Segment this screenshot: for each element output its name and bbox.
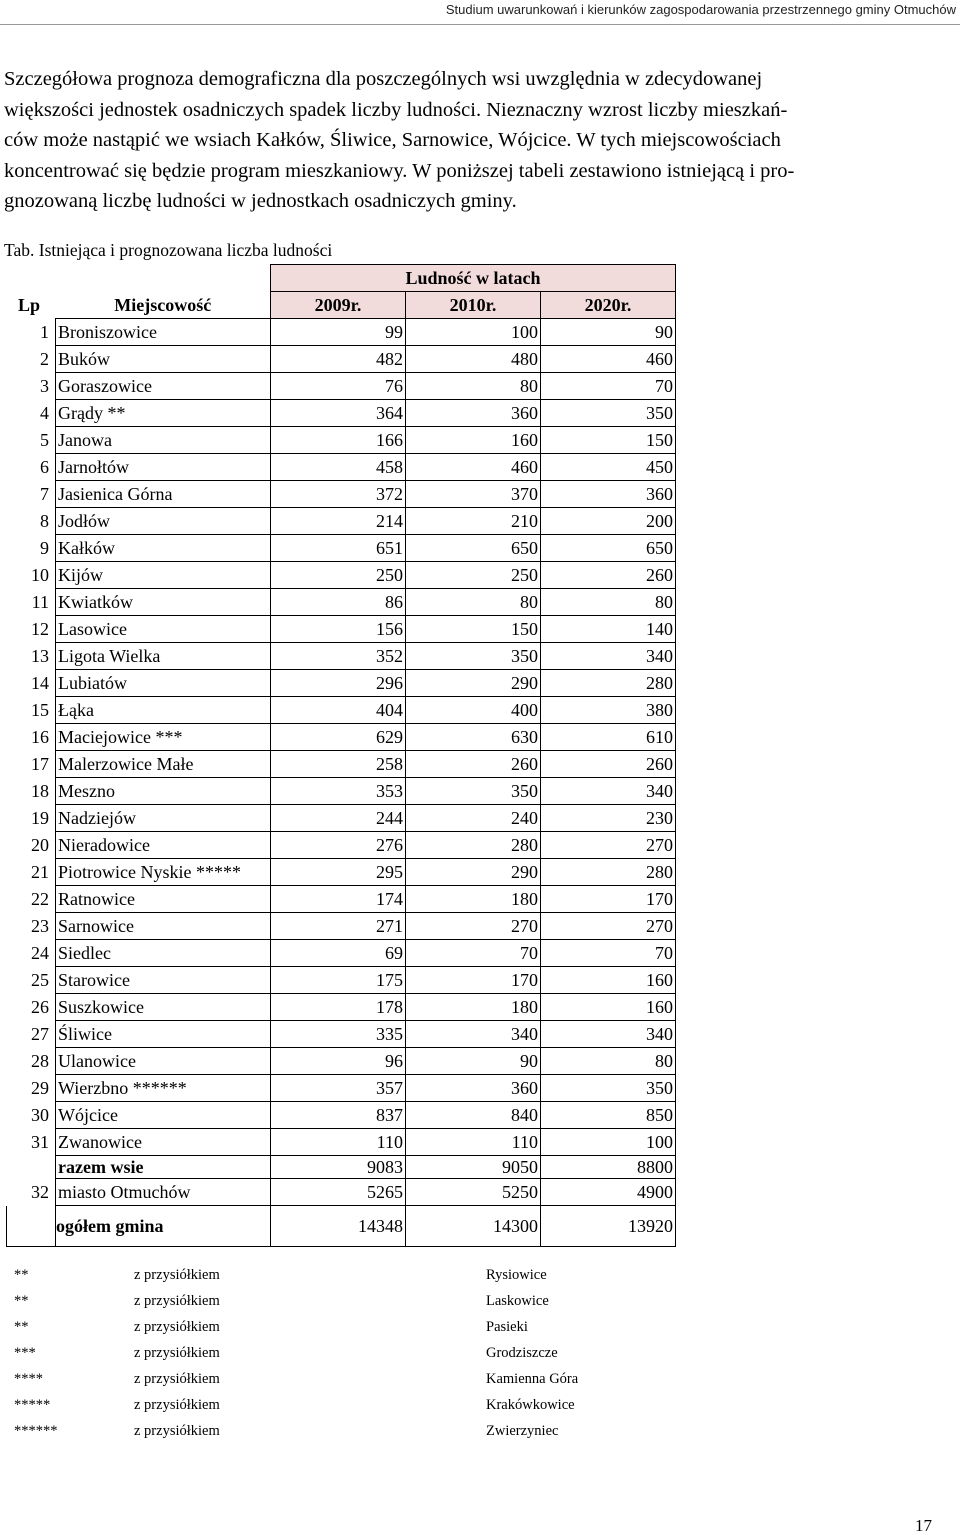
row-value-2009: 250	[271, 562, 406, 589]
row-value-2020: 650	[541, 535, 676, 562]
row-locality: Ratnowice	[56, 886, 271, 913]
row-locality: Nieradowice	[56, 832, 271, 859]
row-value-2009: 357	[271, 1075, 406, 1102]
row-locality: Siedlec	[56, 940, 271, 967]
row-value-2009: 296	[271, 670, 406, 697]
footnote-row	[14, 1288, 714, 1314]
row-value-2009: 175	[271, 967, 406, 994]
header-year-2010: 2010r.	[406, 292, 541, 319]
row-value-2020: 150	[541, 427, 676, 454]
header-divider	[0, 24, 960, 25]
table-row	[7, 319, 676, 346]
table-row	[7, 1048, 676, 1075]
row-locality: Jarnołtów	[56, 454, 271, 481]
footnote-with-hamlet: z przysiółkiem	[134, 1345, 220, 1361]
row-value-2010: 400	[406, 697, 541, 724]
row-value-2020: 230	[541, 805, 676, 832]
page-number: 17	[915, 1516, 932, 1535]
row-value-2010: 290	[406, 859, 541, 886]
row-locality: Wierzbno ******	[56, 1075, 271, 1102]
row-value-2020: 460	[541, 346, 676, 373]
row-lp: 4	[40, 403, 49, 423]
table-row	[7, 481, 676, 508]
row-lp: 11	[31, 592, 49, 612]
running-header: Studium uwarunkowań i kierunków zagospodarowania przestrzennego gminy Otmuchów	[445, 2, 956, 17]
row-value-2010: 210	[406, 508, 541, 535]
table-caption: Tab. Istniejąca i prognozowana liczba ludności	[4, 240, 333, 260]
row-value-2020: 200	[541, 508, 676, 535]
row-value-2009: 372	[271, 481, 406, 508]
row-value-2010: 480	[406, 346, 541, 373]
row-value-2009: 458	[271, 454, 406, 481]
intro-line: ców może nastąpić we wsiach Kałków, Śliwice, Sarnowice, Wójcice. W tych miejscowościach	[4, 129, 781, 151]
row-lp: 25	[31, 970, 49, 990]
row-lp: 1	[40, 322, 49, 342]
row-locality: Lasowice	[56, 616, 271, 643]
total-row	[7, 1206, 676, 1247]
table-row	[7, 805, 676, 832]
row-value-2009: 178	[271, 994, 406, 1021]
row-lp: 17	[31, 754, 49, 774]
row-locality: Jasienica Górna	[56, 481, 271, 508]
row-value-2020: 280	[541, 859, 676, 886]
row-locality: Janowa	[56, 427, 271, 454]
row-locality: Piotrowice Nyskie *****	[56, 859, 271, 886]
row-value-2009: 166	[271, 427, 406, 454]
footnote-marker: ****	[14, 1371, 43, 1387]
row-value-2009: 69	[271, 940, 406, 967]
row-lp: 24	[31, 943, 49, 963]
row-value-2009: 258	[271, 751, 406, 778]
table-row	[7, 427, 676, 454]
footnote-hamlet-name: Pasieki	[486, 1319, 528, 1335]
intro-line: Szczegółowa prognoza demograficzna dla poszczególnych wsi uwzględnia w zdecydowanej	[4, 68, 763, 90]
row-lp: 28	[31, 1051, 49, 1071]
row-value-2020: 80	[541, 589, 676, 616]
row-value-2010: 160	[406, 427, 541, 454]
footnote-with-hamlet: z przysiółkiem	[134, 1397, 220, 1413]
table-row	[7, 616, 676, 643]
row-value-2020: 610	[541, 724, 676, 751]
row-value-2010: 70	[406, 940, 541, 967]
row-locality: Broniszowice	[56, 319, 271, 346]
row-value-2010: 340	[406, 1021, 541, 1048]
city-row	[7, 1179, 676, 1206]
row-value-2009: 276	[271, 832, 406, 859]
row-value-2010: 350	[406, 778, 541, 805]
table-row	[7, 508, 676, 535]
table-row	[7, 400, 676, 427]
footnote-marker: **	[14, 1267, 29, 1283]
row-locality: miasto Otmuchów	[56, 1179, 271, 1206]
row-locality: Kałków	[56, 535, 271, 562]
footnote-marker: *****	[14, 1397, 51, 1413]
row-value-2020: 380	[541, 697, 676, 724]
row-locality: Lubiatów	[56, 670, 271, 697]
row-value-2010: 80	[406, 373, 541, 400]
row-value-2009: 353	[271, 778, 406, 805]
row-value-2020: 70	[541, 940, 676, 967]
row-value-2010: 260	[406, 751, 541, 778]
row-value-2009: 86	[271, 589, 406, 616]
row-value-2009: 837	[271, 1102, 406, 1129]
table-row	[7, 697, 676, 724]
row-value-2009: 629	[271, 724, 406, 751]
row-value-2010: 110	[406, 1129, 541, 1156]
row-lp: 2	[40, 349, 49, 369]
row-locality: Maciejowice ***	[56, 724, 271, 751]
row-lp	[7, 1156, 56, 1179]
row-value-2009: 352	[271, 643, 406, 670]
row-value-2010: 150	[406, 616, 541, 643]
row-lp: 20	[31, 835, 49, 855]
row-value-2010: 360	[406, 1075, 541, 1102]
footnote-with-hamlet: z przysiółkiem	[134, 1319, 220, 1335]
table-row	[7, 1129, 676, 1156]
footnote-row	[14, 1314, 714, 1340]
footnote-hamlet-name: Laskowice	[486, 1293, 549, 1309]
row-value-2020: 850	[541, 1102, 676, 1129]
row-lp: 7	[40, 484, 49, 504]
row-lp	[7, 1206, 56, 1247]
header-population-by-year: Ludność w latach	[271, 265, 676, 292]
row-value-2009: 271	[271, 913, 406, 940]
footnote-with-hamlet: z przysiółkiem	[134, 1371, 220, 1387]
table-row	[7, 1075, 676, 1102]
row-value-2020: 350	[541, 400, 676, 427]
row-lp: 19	[31, 808, 49, 828]
row-value-2020: 170	[541, 886, 676, 913]
row-lp: 27	[31, 1024, 49, 1044]
row-lp: 15	[31, 700, 49, 720]
row-locality: Nadziejów	[56, 805, 271, 832]
row-lp: 30	[31, 1105, 49, 1125]
footnote-row	[14, 1366, 714, 1392]
row-value-2009: 174	[271, 886, 406, 913]
row-lp: 5	[40, 430, 49, 450]
row-locality: Kwiatków	[56, 589, 271, 616]
row-value-2020: 340	[541, 1021, 676, 1048]
row-lp: 31	[31, 1132, 49, 1152]
footnote-row	[14, 1340, 714, 1366]
table-row	[7, 562, 676, 589]
row-locality: Wójcice	[56, 1102, 271, 1129]
footnote-marker: ***	[14, 1345, 36, 1361]
footnote-row	[14, 1262, 714, 1288]
row-value-2009: 295	[271, 859, 406, 886]
row-locality: Sarnowice	[56, 913, 271, 940]
footnote-row	[14, 1392, 714, 1418]
row-value-2010: 280	[406, 832, 541, 859]
row-locality: Jodłów	[56, 508, 271, 535]
footnote-hamlet-name: Rysiowice	[486, 1267, 547, 1283]
row-value-2020: 350	[541, 1075, 676, 1102]
row-locality: Goraszowice	[56, 373, 271, 400]
row-lp: 9	[40, 538, 49, 558]
row-value-2020: 80	[541, 1048, 676, 1075]
row-value-2009: 651	[271, 535, 406, 562]
table-row	[7, 778, 676, 805]
row-lp: 22	[31, 889, 49, 909]
row-value-2020: 260	[541, 751, 676, 778]
row-value-2010: 290	[406, 670, 541, 697]
row-value-2009: 96	[271, 1048, 406, 1075]
row-lp: 12	[31, 619, 49, 639]
row-locality: Malerzowice Małe	[56, 751, 271, 778]
header-year-2020: 2020r.	[541, 292, 676, 319]
row-locality: Grądy **	[56, 400, 271, 427]
row-value-2009: 244	[271, 805, 406, 832]
row-value-2020: 270	[541, 913, 676, 940]
row-locality: Kijów	[56, 562, 271, 589]
row-value-2010: 370	[406, 481, 541, 508]
row-value-2010: 80	[406, 589, 541, 616]
row-locality: Ligota Wielka	[56, 643, 271, 670]
row-value-2010: 630	[406, 724, 541, 751]
row-locality: Buków	[56, 346, 271, 373]
row-locality: Śliwice	[56, 1021, 271, 1048]
row-lp: 16	[31, 727, 49, 747]
row-value-2020: 450	[541, 454, 676, 481]
row-value-2020: 13920	[541, 1206, 676, 1247]
row-locality: Starowice	[56, 967, 271, 994]
table-row	[7, 535, 676, 562]
row-value-2020: 4900	[541, 1179, 676, 1206]
row-locality: Suszkowice	[56, 994, 271, 1021]
row-value-2020: 160	[541, 994, 676, 1021]
row-value-2009: 482	[271, 346, 406, 373]
row-value-2020: 160	[541, 967, 676, 994]
table-row	[7, 643, 676, 670]
row-locality: Meszno	[56, 778, 271, 805]
footnote-hamlet-name: Grodziszcze	[486, 1345, 558, 1361]
table-row	[7, 1021, 676, 1048]
row-lp: 23	[31, 916, 49, 936]
row-lp: 13	[31, 646, 49, 666]
row-value-2009: 156	[271, 616, 406, 643]
table-row	[7, 832, 676, 859]
row-value-2009: 404	[271, 697, 406, 724]
row-value-2010: 360	[406, 400, 541, 427]
footnotes	[14, 1262, 714, 1444]
row-value-2020: 100	[541, 1129, 676, 1156]
row-value-2010: 170	[406, 967, 541, 994]
row-value-2009: 14348	[271, 1206, 406, 1247]
row-lp: 3	[40, 376, 49, 396]
row-value-2009: 9083	[271, 1156, 406, 1179]
row-value-2009: 5265	[271, 1179, 406, 1206]
row-value-2010: 180	[406, 994, 541, 1021]
row-locality: Zwanowice	[56, 1129, 271, 1156]
table-row	[7, 670, 676, 697]
table-row	[7, 859, 676, 886]
row-lp: 8	[40, 511, 49, 531]
header-locality: Miejscowość	[114, 294, 212, 315]
row-value-2020: 340	[541, 643, 676, 670]
row-lp: 32	[31, 1182, 49, 1202]
table-row	[7, 373, 676, 400]
row-value-2010: 460	[406, 454, 541, 481]
table-row	[7, 886, 676, 913]
row-value-2009: 76	[271, 373, 406, 400]
table-row	[7, 454, 676, 481]
row-locality: razem wsie	[56, 1156, 271, 1179]
row-value-2010: 840	[406, 1102, 541, 1129]
footnote-hamlet-name: Krakówkowice	[486, 1397, 575, 1413]
row-lp: 21	[31, 862, 49, 882]
subtotal-row	[7, 1156, 676, 1179]
table-header-row-2	[7, 292, 676, 319]
row-value-2009: 99	[271, 319, 406, 346]
row-value-2020: 140	[541, 616, 676, 643]
row-value-2010: 9050	[406, 1156, 541, 1179]
intro-line: większości jednostek osadniczych spadek liczby ludności. Nieznaczny wzrost liczby mieszkań-	[4, 98, 788, 121]
row-lp: 29	[31, 1078, 49, 1098]
intro-paragraph	[4, 64, 949, 217]
row-value-2010: 250	[406, 562, 541, 589]
table-row	[7, 940, 676, 967]
intro-line: gnozowaną liczbę ludności w jednostkach osadniczych gminy.	[4, 190, 517, 212]
row-lp: 6	[40, 457, 49, 477]
footnote-with-hamlet: z przysiółkiem	[134, 1293, 220, 1309]
header-year-2009: 2009r.	[271, 292, 406, 319]
row-value-2020: 90	[541, 319, 676, 346]
row-value-2010: 100	[406, 319, 541, 346]
table-header-row-1	[7, 265, 676, 292]
row-value-2020: 340	[541, 778, 676, 805]
table-row	[7, 751, 676, 778]
row-lp: 26	[31, 997, 49, 1017]
row-value-2010: 650	[406, 535, 541, 562]
row-locality: ogółem gmina	[56, 1206, 271, 1247]
row-lp: 10	[31, 565, 49, 585]
footnote-with-hamlet: z przysiółkiem	[134, 1423, 220, 1439]
table-row	[7, 994, 676, 1021]
row-value-2010: 90	[406, 1048, 541, 1075]
footnote-marker: ******	[14, 1423, 58, 1439]
row-value-2009: 214	[271, 508, 406, 535]
row-value-2020: 70	[541, 373, 676, 400]
table-row	[7, 913, 676, 940]
footnote-with-hamlet: z przysiółkiem	[134, 1267, 220, 1283]
row-value-2009: 335	[271, 1021, 406, 1048]
table-row	[7, 346, 676, 373]
row-value-2009: 364	[271, 400, 406, 427]
table-row	[7, 589, 676, 616]
footnote-row	[14, 1418, 714, 1444]
footnote-marker: **	[14, 1319, 29, 1335]
table-row	[7, 1102, 676, 1129]
row-value-2020: 8800	[541, 1156, 676, 1179]
population-table	[6, 264, 676, 1247]
footnote-marker: **	[14, 1293, 29, 1309]
row-value-2010: 350	[406, 643, 541, 670]
intro-line: koncentrować się będzie program mieszkaniowy. W poniższej tabeli zestawiono istniejącą i pro-	[4, 159, 795, 182]
header-lp: Lp	[17, 295, 41, 315]
table-row	[7, 724, 676, 751]
row-value-2010: 240	[406, 805, 541, 832]
row-value-2010: 14300	[406, 1206, 541, 1247]
row-value-2010: 270	[406, 913, 541, 940]
row-value-2020: 360	[541, 481, 676, 508]
row-lp: 18	[31, 781, 49, 801]
footnote-hamlet-name: Kamienna Góra	[486, 1371, 579, 1387]
table-row	[7, 967, 676, 994]
row-value-2020: 280	[541, 670, 676, 697]
row-lp: 14	[31, 673, 49, 693]
row-value-2020: 270	[541, 832, 676, 859]
footnote-hamlet-name: Zwierzyniec	[486, 1423, 559, 1439]
row-value-2009: 110	[271, 1129, 406, 1156]
row-locality: Łąka	[56, 697, 271, 724]
row-value-2010: 5250	[406, 1179, 541, 1206]
row-value-2010: 180	[406, 886, 541, 913]
row-value-2020: 260	[541, 562, 676, 589]
row-locality: Ulanowice	[56, 1048, 271, 1075]
